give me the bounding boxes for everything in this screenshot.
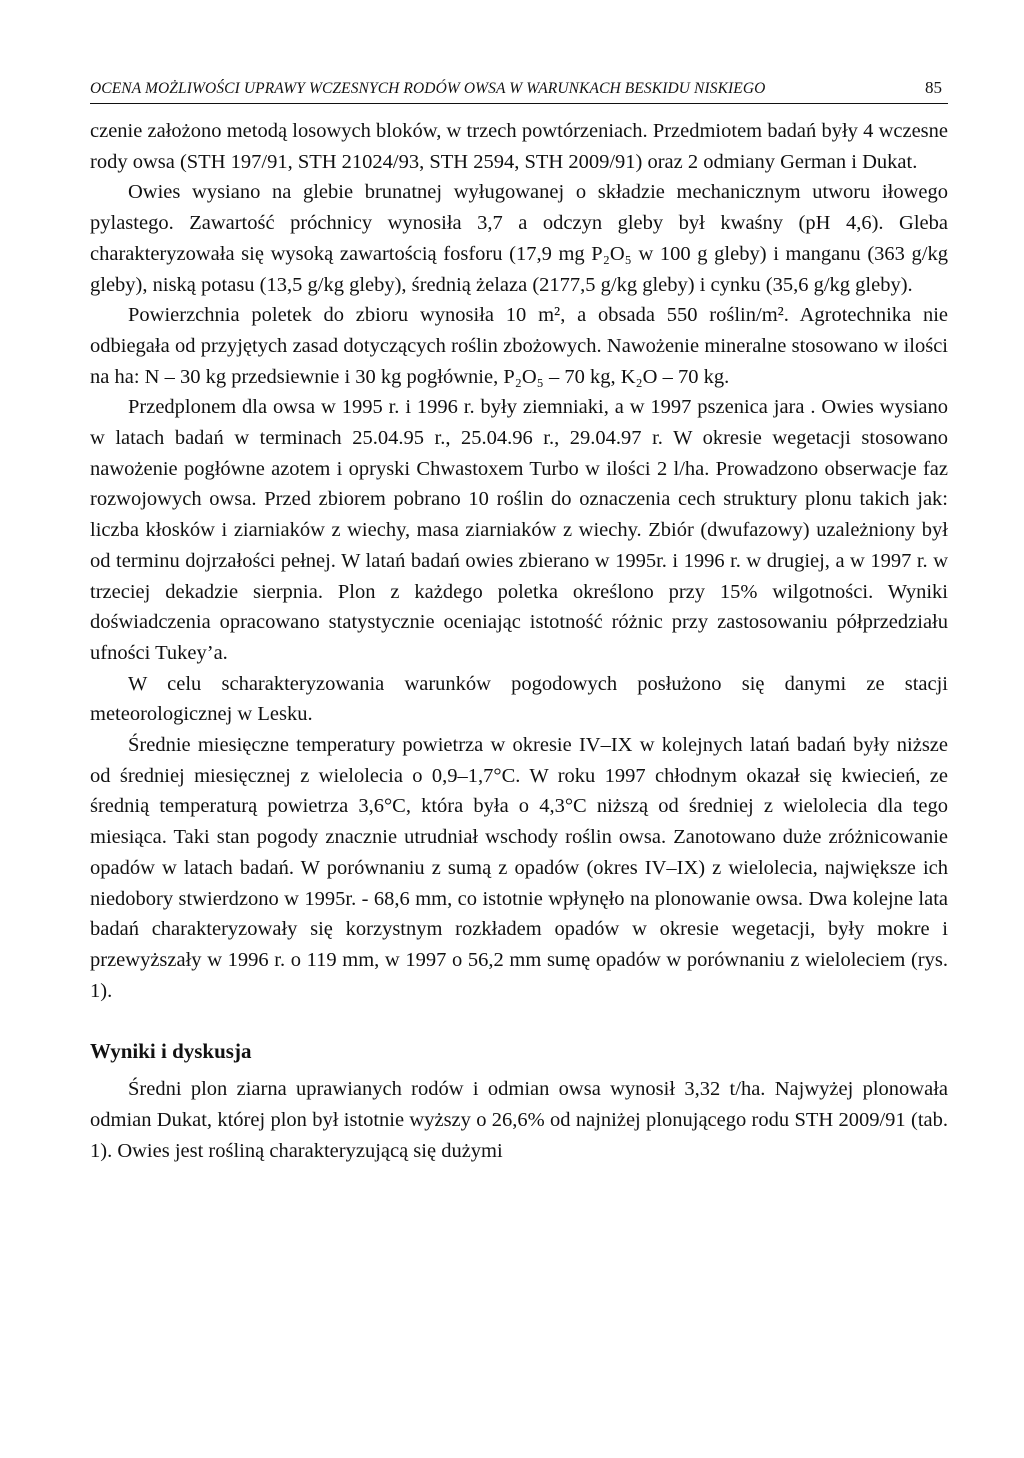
paragraph-1: czenie założono metodą losowych bloków, w trzech powtórzeniach. Przedmiotem badań były 4 wczesne rody owsa (STH 197/91, STH 21024/93, STH 2594, STH 2009/91) oraz 2 odmiany German i Dukat. xyxy=(90,120,948,173)
body-text xyxy=(90,116,948,1167)
paragraph-5: W celu scharakteryzowania warunków pogodowych posłużono się danymi ze stacji meteorologicznej w Lesku. xyxy=(90,672,948,726)
paragraph-3: Powierzchnia poletek do zbioru wynosiła 10 m², a obsada 550 roślin/m². Agrotechnika nie odbiegała od przyjętych zasad dotyczących roślin zbożowych. Nawożenie mineralne stosowano w ilości na ha: N – 30 kg przedsiewnie i 30 kg pogłównie, P₂O₅ – 70 kg, K₂O – 70 kg. xyxy=(90,304,948,388)
paragraph-4: Przedplonem dla owsa w 1995 r. i 1996 r. były ziemniaki, a w 1997 pszenica jara . Owies wysiano w latach badań w terminach 25.04.95 r., 25.04.96 r., 29.04.97 r. W okresie wegetacji stosowano nawożenie pogłówne azotem i opryski Chwastoxem Turbo w ilości 2 l/ha. Prowadzono obserwacje faz rozwojowych owsa. Przed zbiorem pobrano 10 roślin do oznaczenia cech struktury plonu takich jak: liczba kłosków i ziarniaków z wiechy, masa ziarniaków z wiechy. Zbiór (dwufazowy) uzależniony był od terminu dojrzałości pełnej. W latań badań owies zbierano w 1995r. i 1996 r. w drugiej, a w 1997 r. w trzeciej dekadzie sierpnia. Plon z każdego poletka określono przy 15% wilgotności. Wyniki doświadczenia opracowano statystycznie oceniając istotność różnic przy zastosowaniu półprzedziału ufności Tukey’a. xyxy=(90,396,948,664)
page-number: 85 xyxy=(925,78,942,97)
running-title: OCENA MOŻLIWOŚCI UPRAWY WCZESNYCH RODÓW OWSA W WARUNKACH BESKIDU NISKIEGO xyxy=(90,80,766,97)
paragraph-6: Średnie miesięczne temperatury powietrza w okresie IV–IX w kolejnych latań badań były niższe od średniej miesięcznej z wielolecia o 0,9–1,7°C. W roku 1997 chłodnym okazał się kwiecień, ze średnią temperaturą powietrza 3,6°C, która była o 4,3°C niższą od średniej z wielolecia dla tego miesiąca. Taki stan pogody znacznie utrudniał wschody roślin owsa. Zanotowano duże zróżnicowanie opadów w latach badań. W porównaniu z sumą z opadów (okres IV–IX) z wielolecia, największe ich niedobory stwierdzono w 1995r. - 68,6 mm, co istotnie wpłynęło na plonowanie owsa. Dwa kolejne lata badań charakteryzowały się korzystnym rozkładem opadów w okresie wegetacji, były mokre i przewyższały w 1996 r. o 119 mm, w 1997 o 56,2 mm sumę opadów w porównaniu z wieloleciem (rys. 1). xyxy=(90,734,948,1002)
section-paragraph: Średni plon ziarna uprawianych rodów i odmian owsa wynosił 3,32 t/ha. Najwyżej plonowała odmian Dukat, której plon był istotnie wyższy o 26,6% od najniżej plonującego rodu STH 2009/91 (tab. 1). Owies jest rośliną charakteryzującą się dużymi xyxy=(90,1078,948,1162)
running-header xyxy=(90,78,948,104)
page xyxy=(90,78,948,1167)
paragraph-2: Owies wysiano na glebie brunatnej wyługowanej o składzie mechanicznym utworu iłowego pylastego. Zawartość próchnicy wynosiła 3,7 a odczyn gleby był kwaśny (pH 4,6). Gleba charakteryzowała się wysoką zawartością fosforu (17,9 mg P₂O₅ w 100 g gleby) i manganu (363 g/kg gleby), niską potasu (13,5 g/kg gleby), średnią żelaza (2177,5 g/kg gleby) i cynku (35,6 g/kg gleby). xyxy=(90,181,948,296)
section-heading: Wyniki i dyskusja xyxy=(90,1039,252,1064)
